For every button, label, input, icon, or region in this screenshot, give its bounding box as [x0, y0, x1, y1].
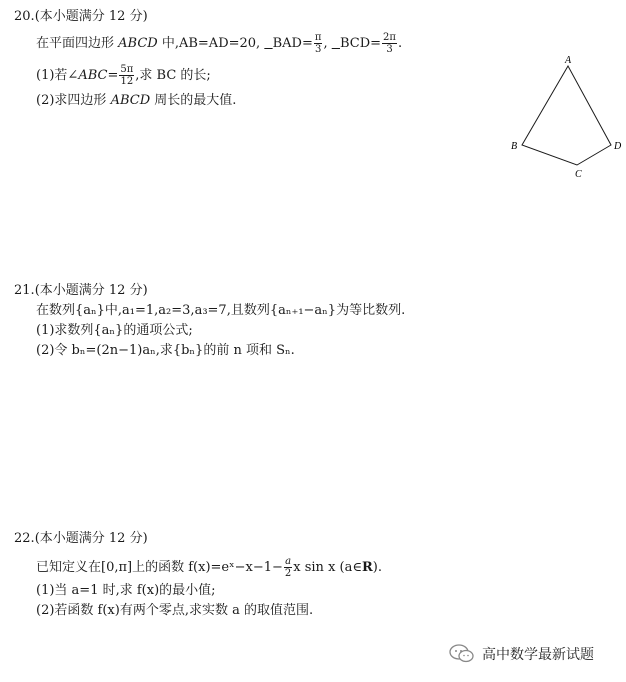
- stem-text: ,: [323, 36, 328, 51]
- problem-header: (本小题满分 12 分): [34, 9, 148, 24]
- problem-header: (本小题满分 12 分): [34, 531, 148, 546]
- fraction-denominator: 3: [314, 44, 322, 55]
- stem-text: 已知定义在[0,π]上的函数 f(x)=eˣ−x−1−: [36, 560, 283, 575]
- problem-20-q2: [36, 92, 236, 110]
- problem-20-q1: [36, 64, 211, 87]
- problem-22-q2: (2)若函数 f(x)有两个零点,求实数 a 的取值范围.: [36, 603, 314, 618]
- stem-text: BAD=: [272, 36, 313, 51]
- problem-number: 20.: [14, 9, 35, 24]
- footer-label: 高中数学最新试题: [482, 647, 594, 663]
- problem-21-q1: (1)求数列{aₙ}的通项公式;: [36, 323, 193, 338]
- vertex-label-a: A: [565, 55, 572, 66]
- stem-text: 在平面四边形: [36, 36, 119, 51]
- problem-number: 22.: [14, 531, 35, 546]
- fraction-numerator: π: [314, 32, 322, 43]
- question-text: (2)求四边形: [36, 93, 111, 108]
- problem-22-stem: [36, 556, 382, 579]
- vertex-label-c: C: [575, 169, 582, 180]
- question-text: ,求 BC 的长;: [135, 68, 211, 83]
- fraction-denominator: 3: [386, 44, 393, 55]
- fraction: [382, 32, 397, 55]
- problem-22-heading: [14, 530, 148, 548]
- angle-blank: [332, 36, 340, 51]
- problem-20-stem: [36, 32, 402, 55]
- footer-watermark: [448, 640, 594, 668]
- stem-text: ABCD: [118, 36, 158, 51]
- fraction-numerator: 2π: [383, 32, 396, 43]
- quadrilateral-figure: [505, 52, 625, 182]
- angle-blank: [264, 36, 272, 51]
- question-text: ABC: [78, 68, 108, 83]
- fraction-denominator: 2: [284, 568, 292, 579]
- wechat-icon: [448, 643, 476, 665]
- problem-20-heading: [14, 8, 148, 26]
- problem-21-q2: (2)令 bₙ=(2n−1)aₙ,求{bₙ}的前 n 项和 Sₙ.: [36, 343, 295, 358]
- question-text: =: [107, 68, 119, 83]
- stem-text: R: [361, 560, 373, 575]
- stem-text: ).: [372, 560, 383, 575]
- fraction: [119, 64, 134, 87]
- stem-text: 中,AB=AD=20,: [157, 36, 261, 51]
- stem-text: BCD=: [339, 36, 382, 51]
- quadrilateral-shape: [522, 66, 611, 165]
- vertex-label-d: D: [614, 141, 622, 152]
- question-text: (1)若∠: [36, 68, 79, 83]
- quadrilateral-diagram: [505, 52, 625, 182]
- stem-text: x sin x (a∈: [293, 560, 362, 575]
- fraction-numerator: 5π: [120, 64, 134, 75]
- stem-text: .: [397, 36, 403, 51]
- fraction-denominator: 12: [120, 76, 134, 87]
- problem-22-q1: (1)当 a=1 时,求 f(x)的最小值;: [36, 583, 216, 598]
- problem-21-heading: [14, 282, 148, 300]
- fraction: [314, 32, 323, 55]
- fraction-numerator: a: [285, 556, 292, 567]
- problem-header: (本小题满分 12 分): [34, 283, 148, 298]
- question-text: ABCD: [110, 93, 151, 108]
- fraction: [284, 556, 292, 579]
- problem-number: 21.: [14, 283, 35, 298]
- problem-21-stem: 在数列{aₙ}中,a₁=1,a₂=3,a₃=7,且数列{aₙ₊₁−aₙ}为等比数列.: [36, 303, 406, 318]
- vertex-label-b: B: [511, 141, 518, 152]
- question-text: 周长的最大值.: [150, 93, 237, 108]
